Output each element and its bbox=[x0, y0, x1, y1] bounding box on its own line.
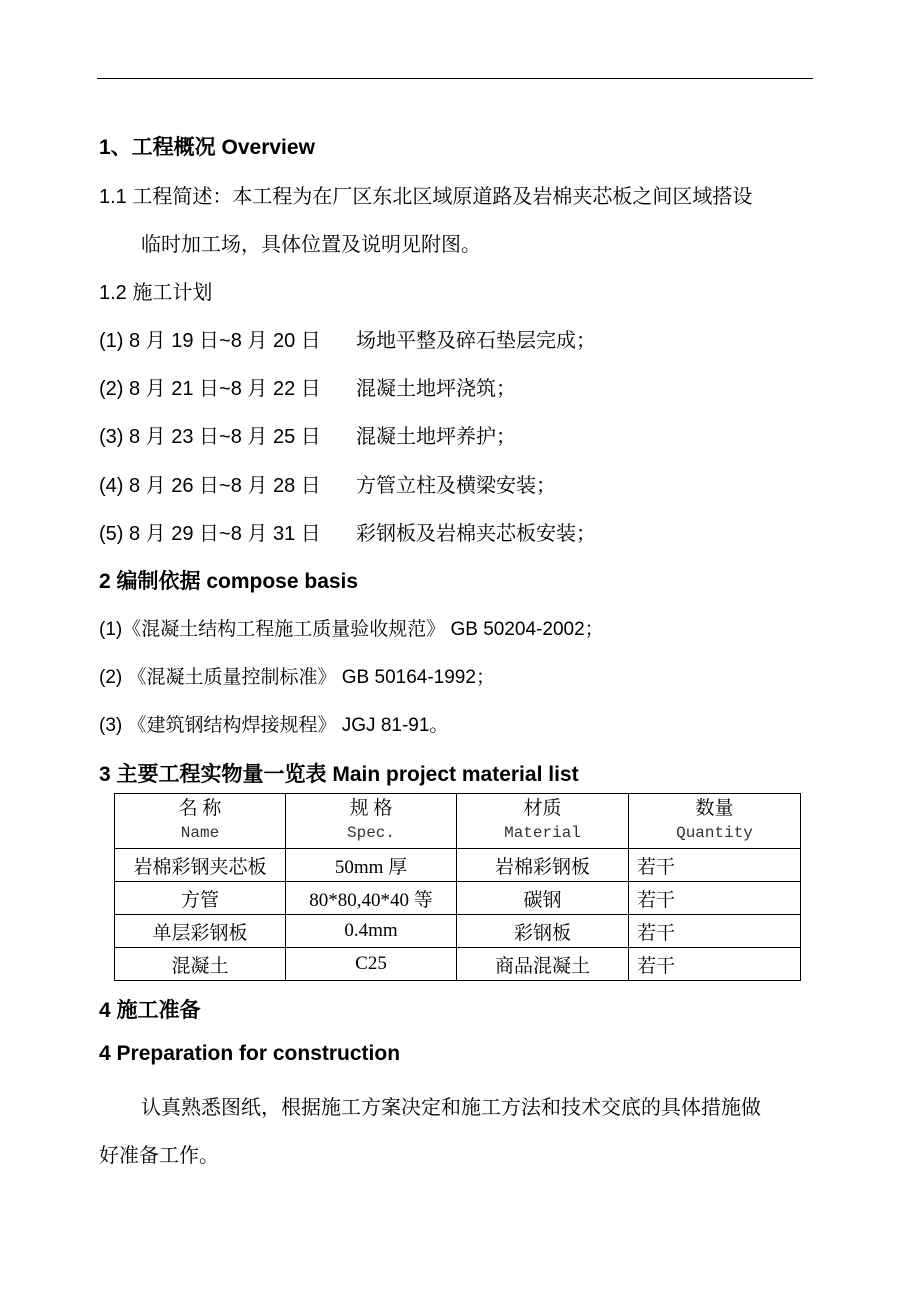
plan-date: (5) 8 月 29 日~8 月 31 日 bbox=[99, 523, 321, 545]
header-en: Name bbox=[180, 824, 220, 842]
table-row bbox=[115, 915, 801, 948]
overview-line-1: 1.1 工程简述：本工程为在厂区东北区域原道路及岩棉夹芯板之间区域搭设 bbox=[99, 186, 753, 208]
header-en: Material bbox=[504, 824, 581, 842]
basis-item: (3) 《建筑钢结构焊接规程》 JGJ 81-91。 bbox=[99, 715, 449, 736]
header-zh: 名 称 bbox=[178, 798, 222, 819]
table-row bbox=[115, 948, 801, 981]
plan-task: 场地平整及碎石垫层完成； bbox=[356, 330, 596, 352]
column-header-spec bbox=[286, 794, 457, 849]
header-en: Quantity bbox=[676, 824, 753, 842]
basis-item: (1)《混凝土结构工程施工质量验收规范》 GB 50204-2002； bbox=[99, 619, 604, 640]
cell-material: 碳钢 bbox=[457, 882, 629, 915]
cell-spec: 0.4mm bbox=[286, 915, 457, 948]
cell-name: 方管 bbox=[115, 882, 286, 915]
cell-spec: C25 bbox=[286, 948, 457, 981]
preparation-line-1: 认真熟悉图纸，根据施工方案决定和施工方法和技术交底的具体措施做 bbox=[141, 1097, 761, 1119]
table-row bbox=[115, 882, 801, 915]
cell-material: 商品混凝土 bbox=[457, 948, 629, 981]
section-1-heading: 1、工程概况 Overview bbox=[99, 136, 315, 159]
plan-date: (1) 8 月 19 日~8 月 20 日 bbox=[99, 330, 321, 352]
cell-quantity: 若干 bbox=[629, 948, 801, 981]
cell-material: 岩棉彩钢板 bbox=[457, 849, 629, 882]
plan-date: (4) 8 月 26 日~8 月 28 日 bbox=[99, 475, 321, 497]
plan-date: (3) 8 月 23 日~8 月 25 日 bbox=[99, 426, 321, 448]
column-header-material bbox=[457, 794, 629, 849]
header-zh: 材质 bbox=[523, 798, 562, 819]
plan-item bbox=[99, 420, 516, 449]
plan-item bbox=[99, 324, 596, 353]
plan-task: 方管立柱及横梁安装； bbox=[356, 475, 556, 497]
header-rule bbox=[97, 78, 813, 79]
section-2-heading: 2 编制依据 compose basis bbox=[99, 570, 359, 593]
plan-item bbox=[99, 517, 596, 546]
header-zh: 规 格 bbox=[349, 798, 393, 819]
plan-task: 混凝土地坪养护； bbox=[356, 426, 516, 448]
plan-task: 混凝土地坪浇筑； bbox=[356, 378, 516, 400]
column-header-name bbox=[115, 794, 286, 849]
cell-name: 单层彩钢板 bbox=[115, 915, 286, 948]
table-row bbox=[115, 849, 801, 882]
header-zh: 数量 bbox=[695, 798, 734, 819]
plan-item bbox=[99, 469, 556, 498]
cell-quantity: 若干 bbox=[629, 915, 801, 948]
table-header-row bbox=[115, 794, 801, 849]
cell-quantity: 若干 bbox=[629, 882, 801, 915]
cell-quantity: 若干 bbox=[629, 849, 801, 882]
plan-task: 彩钢板及岩棉夹芯板安装； bbox=[356, 523, 596, 545]
cell-name: 混凝土 bbox=[115, 948, 286, 981]
section-3-heading: 3 主要工程实物量一览表 Main project material list bbox=[99, 763, 579, 786]
basis-item: (2) 《混凝土质量控制标准》 GB 50164-1992； bbox=[99, 667, 495, 688]
plan-date: (2) 8 月 21 日~8 月 22 日 bbox=[99, 378, 321, 400]
preparation-line-2: 好准备工作。 bbox=[99, 1145, 219, 1167]
plan-item bbox=[99, 372, 516, 401]
material-table bbox=[114, 793, 801, 981]
column-header-quantity bbox=[629, 794, 801, 849]
plan-heading: 1.2 施工计划 bbox=[99, 282, 213, 304]
cell-spec: 80*80,40*40 等 bbox=[286, 882, 457, 915]
cell-material: 彩钢板 bbox=[457, 915, 629, 948]
overview-line-2: 临时加工场，具体位置及说明见附图。 bbox=[141, 234, 481, 256]
section-4-heading-en: 4 Preparation for construction bbox=[99, 1042, 401, 1065]
cell-spec: 50mm 厚 bbox=[286, 849, 457, 882]
cell-name: 岩棉彩钢夹芯板 bbox=[115, 849, 286, 882]
header-en: Spec. bbox=[346, 824, 395, 842]
section-4-heading-zh: 4 施工准备 bbox=[99, 999, 201, 1022]
